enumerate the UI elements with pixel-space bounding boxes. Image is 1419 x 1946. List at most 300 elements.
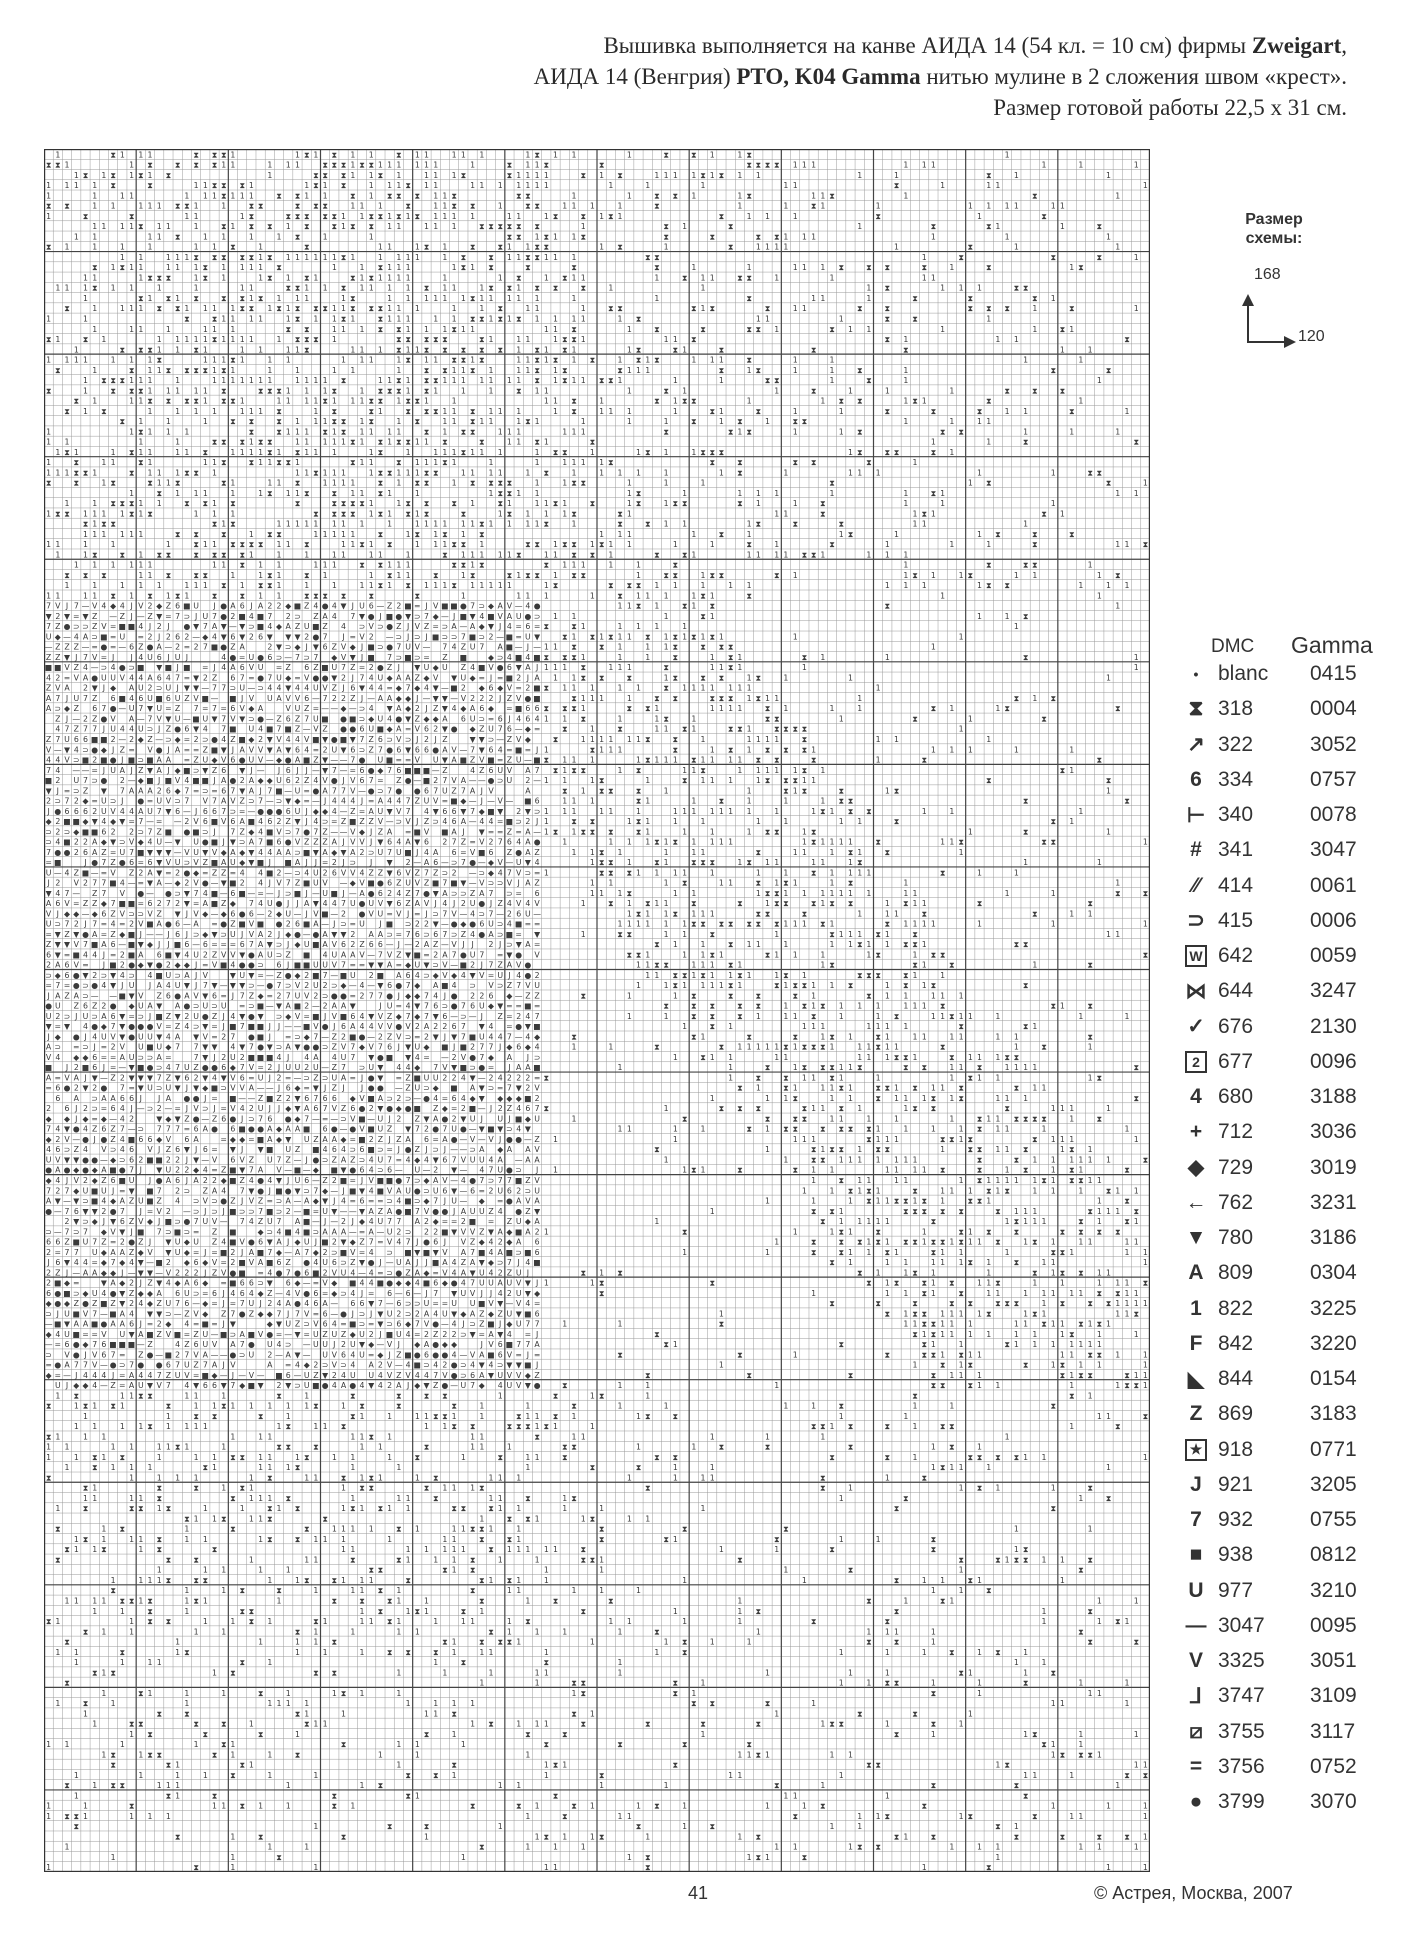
svg-text:V: V <box>286 704 292 713</box>
svg-text:1: 1 <box>599 468 604 477</box>
svg-text:7: 7 <box>406 684 411 693</box>
svg-text:1: 1 <box>507 550 512 559</box>
svg-text:◆: ◆ <box>175 786 181 795</box>
svg-text:J: J <box>240 694 243 703</box>
svg-text:▼: ▼ <box>156 858 162 867</box>
svg-text:=: = <box>239 1002 246 1011</box>
svg-text:7: 7 <box>175 674 180 683</box>
svg-text:1: 1 <box>848 889 853 898</box>
svg-text:●: ● <box>147 1063 154 1072</box>
svg-text:●: ● <box>469 920 476 929</box>
svg-text:A: A <box>258 950 264 959</box>
svg-text:1: 1 <box>903 161 908 170</box>
svg-text:J: J <box>369 838 372 847</box>
svg-text:●: ● <box>248 950 255 959</box>
svg-text:⧗: ⧗ <box>792 1032 798 1041</box>
svg-text:Z: Z <box>424 879 429 888</box>
svg-text:1: 1 <box>470 325 475 334</box>
svg-text:▼: ▼ <box>313 848 319 857</box>
svg-text:—: — <box>469 1012 477 1021</box>
svg-text:⧗: ⧗ <box>332 509 338 518</box>
svg-text:2: 2 <box>341 909 346 918</box>
svg-text:1: 1 <box>221 315 226 324</box>
svg-text:7: 7 <box>360 735 365 744</box>
svg-text:1: 1 <box>977 212 982 221</box>
svg-text:7: 7 <box>194 1053 199 1062</box>
svg-text:J: J <box>526 674 529 683</box>
svg-text:6: 6 <box>461 715 466 724</box>
svg-text:⧗: ⧗ <box>249 253 255 262</box>
svg-text:◆: ◆ <box>276 756 282 765</box>
svg-text:=: = <box>193 899 200 908</box>
svg-text:Z: Z <box>83 786 88 795</box>
svg-text:2: 2 <box>415 704 420 713</box>
legend-gamma-code: 0771 <box>1310 1438 1357 1462</box>
svg-text:⧗: ⧗ <box>129 366 135 375</box>
svg-text:—: — <box>192 632 200 641</box>
svg-text:1: 1 <box>701 571 706 580</box>
svg-text:1: 1 <box>120 509 125 518</box>
svg-text:A: A <box>295 858 301 867</box>
svg-text:1: 1 <box>507 315 512 324</box>
svg-text:1: 1 <box>710 807 715 816</box>
svg-text:1: 1 <box>608 838 613 847</box>
svg-text:4: 4 <box>341 622 346 631</box>
svg-text:⧗: ⧗ <box>709 632 715 641</box>
svg-text:1: 1 <box>793 263 798 272</box>
svg-text:⧗: ⧗ <box>461 427 467 436</box>
svg-text:▼: ▼ <box>470 612 476 621</box>
svg-text:1: 1 <box>240 212 245 221</box>
legend-dmc-code: 676 <box>1218 1015 1253 1039</box>
svg-text:■: ■ <box>506 817 513 826</box>
svg-text:=: = <box>184 756 191 765</box>
svg-text:⧗: ⧗ <box>580 233 586 242</box>
svg-text:1: 1 <box>442 274 447 283</box>
svg-text:7: 7 <box>323 632 328 641</box>
svg-text:1: 1 <box>627 817 632 826</box>
svg-text:1: 1 <box>903 581 908 590</box>
svg-text:1: 1 <box>959 1063 964 1072</box>
svg-text:⧗: ⧗ <box>285 458 291 467</box>
svg-text:V: V <box>74 940 80 949</box>
svg-text:2: 2 <box>470 694 475 703</box>
svg-text:Z: Z <box>442 653 447 662</box>
svg-text:1: 1 <box>369 581 374 590</box>
svg-text:1: 1 <box>461 550 466 559</box>
legend-dmc-code: 809 <box>1218 1261 1253 1285</box>
svg-text:1: 1 <box>995 181 1000 190</box>
svg-text:⧗: ⧗ <box>682 499 688 508</box>
svg-text:1: 1 <box>627 530 632 539</box>
svg-text:1: 1 <box>719 704 724 713</box>
svg-text:1: 1 <box>562 561 567 570</box>
legend-row <box>1185 1718 1395 1753</box>
svg-text:1: 1 <box>848 940 853 949</box>
svg-text:▼: ▼ <box>64 940 70 949</box>
svg-text:1: 1 <box>525 161 530 170</box>
svg-text:⧗: ⧗ <box>571 622 577 631</box>
svg-text:1: 1 <box>433 191 438 200</box>
svg-text:▼: ▼ <box>322 766 328 775</box>
svg-text:1: 1 <box>1078 356 1083 365</box>
legend-dmc-code: 677 <box>1218 1050 1253 1074</box>
svg-text:1: 1 <box>304 253 309 262</box>
svg-text:1: 1 <box>489 417 494 426</box>
svg-text:U: U <box>193 838 199 847</box>
svg-text:1: 1 <box>157 202 162 211</box>
svg-text:1: 1 <box>765 735 770 744</box>
svg-text:⧗: ⧗ <box>405 397 411 406</box>
svg-text:U: U <box>64 735 70 744</box>
svg-text:1: 1 <box>682 684 687 693</box>
svg-text:6: 6 <box>360 776 365 785</box>
svg-text:⧗: ⧗ <box>295 335 301 344</box>
svg-text:⧗: ⧗ <box>424 243 430 252</box>
svg-text:⧗: ⧗ <box>488 479 494 488</box>
svg-text:Z: Z <box>92 694 97 703</box>
svg-text:=: = <box>248 674 255 683</box>
svg-text:1: 1 <box>1069 817 1074 826</box>
svg-text:1: 1 <box>240 335 245 344</box>
svg-text:⧗: ⧗ <box>405 438 411 447</box>
legend-gamma-code: 3070 <box>1310 1790 1357 1814</box>
svg-text:1: 1 <box>691 838 696 847</box>
svg-text:6: 6 <box>74 807 79 816</box>
svg-text:⧗: ⧗ <box>682 971 688 980</box>
svg-text:=: = <box>497 674 504 683</box>
svg-text:1: 1 <box>442 448 447 457</box>
svg-text:V: V <box>101 622 107 631</box>
svg-text:A: A <box>240 745 246 754</box>
svg-text:=: = <box>101 868 108 877</box>
svg-text:⧗: ⧗ <box>74 458 80 467</box>
svg-text:1: 1 <box>470 468 475 477</box>
svg-text:⧗: ⧗ <box>221 294 227 303</box>
svg-text:6: 6 <box>258 632 263 641</box>
svg-text:⧗: ⧗ <box>691 304 697 313</box>
svg-text:▼: ▼ <box>119 1032 125 1041</box>
svg-text:7: 7 <box>138 704 143 713</box>
svg-text:=: = <box>128 817 135 826</box>
svg-text:1: 1 <box>203 233 208 242</box>
svg-text:V: V <box>479 756 485 765</box>
svg-text:=: = <box>506 1012 513 1021</box>
svg-text:⧗: ⧗ <box>203 274 209 283</box>
svg-text:⧗: ⧗ <box>885 284 891 293</box>
svg-text:⧗: ⧗ <box>802 1063 808 1072</box>
svg-text:⧗: ⧗ <box>783 879 789 888</box>
svg-text:Z: Z <box>74 643 79 652</box>
svg-text:2: 2 <box>267 909 272 918</box>
svg-text:⧗: ⧗ <box>267 222 273 231</box>
svg-text:Z: Z <box>507 848 512 857</box>
svg-text:7: 7 <box>360 674 365 683</box>
svg-text:=: = <box>220 991 227 1000</box>
svg-text:6: 6 <box>286 807 291 816</box>
svg-text:⧗: ⧗ <box>885 407 891 416</box>
svg-text:4: 4 <box>332 612 337 621</box>
svg-text:⧗: ⧗ <box>1143 950 1149 959</box>
svg-text:4: 4 <box>166 674 171 683</box>
svg-text:6: 6 <box>111 940 116 949</box>
svg-text:⧗: ⧗ <box>756 325 762 334</box>
svg-text:⧗: ⧗ <box>590 827 596 836</box>
svg-text:▼: ▼ <box>156 868 162 877</box>
svg-text:=: = <box>322 858 329 867</box>
svg-text:■: ■ <box>312 940 319 949</box>
svg-text:A: A <box>120 766 126 775</box>
svg-text:7: 7 <box>461 1022 466 1031</box>
svg-text:⧗: ⧗ <box>249 427 255 436</box>
svg-text:⧗: ⧗ <box>1115 704 1121 713</box>
svg-text:1: 1 <box>203 304 208 313</box>
svg-text:1: 1 <box>654 622 659 631</box>
svg-text:⧗: ⧗ <box>147 345 153 354</box>
svg-text:A: A <box>55 961 61 970</box>
svg-text:=: = <box>156 817 163 826</box>
svg-text:1: 1 <box>175 263 180 272</box>
svg-text:⊃: ⊃ <box>285 827 292 836</box>
svg-text:1: 1 <box>590 202 595 211</box>
svg-text:■: ■ <box>202 694 209 703</box>
svg-text:⧗: ⧗ <box>258 540 264 549</box>
svg-text:V: V <box>332 961 338 970</box>
svg-text:V: V <box>64 663 70 672</box>
svg-text:6: 6 <box>111 1012 116 1021</box>
svg-text:1: 1 <box>820 191 825 200</box>
svg-text:1: 1 <box>949 263 954 272</box>
svg-text:1: 1 <box>710 909 715 918</box>
svg-text:2: 2 <box>433 776 438 785</box>
svg-text:▼: ▼ <box>212 715 218 724</box>
svg-text:⧗: ⧗ <box>479 335 485 344</box>
svg-text:1: 1 <box>747 684 752 693</box>
svg-text:U: U <box>193 1012 199 1021</box>
svg-text:1: 1 <box>710 1053 715 1062</box>
svg-text:6: 6 <box>230 756 235 765</box>
svg-text:6: 6 <box>433 930 438 939</box>
svg-text:A: A <box>129 715 135 724</box>
svg-text:1: 1 <box>599 171 604 180</box>
svg-text:1: 1 <box>581 458 586 467</box>
svg-text:U: U <box>497 766 503 775</box>
svg-text:1: 1 <box>701 274 706 283</box>
svg-text:A: A <box>350 848 356 857</box>
svg-text:1: 1 <box>304 386 309 395</box>
svg-text:—: — <box>423 643 431 652</box>
svg-text:—: — <box>72 766 80 775</box>
legend-row <box>1185 660 1395 695</box>
svg-text:Z: Z <box>138 643 143 652</box>
svg-text:●: ● <box>488 776 495 785</box>
svg-text:1: 1 <box>92 181 97 190</box>
svg-text:1: 1 <box>470 499 475 508</box>
svg-text:6: 6 <box>175 602 180 611</box>
svg-text:4: 4 <box>378 684 383 693</box>
svg-text:1: 1 <box>811 233 816 242</box>
svg-text:J: J <box>222 1012 225 1021</box>
svg-text:1: 1 <box>839 1012 844 1021</box>
svg-text:1: 1 <box>765 858 770 867</box>
svg-text:⧗: ⧗ <box>829 961 835 970</box>
svg-text:⧗: ⧗ <box>921 509 927 518</box>
legend-dmc-code: 762 <box>1218 1191 1253 1215</box>
svg-text:1: 1 <box>360 386 365 395</box>
svg-text:2: 2 <box>83 684 88 693</box>
svg-text:1: 1 <box>240 191 245 200</box>
svg-text:Z: Z <box>341 817 346 826</box>
svg-text:1: 1 <box>719 879 724 888</box>
svg-text:▼: ▼ <box>322 756 328 765</box>
svg-text:1: 1 <box>645 971 650 980</box>
svg-text:⧗: ⧗ <box>802 745 808 754</box>
svg-text:U: U <box>239 684 245 693</box>
svg-text:=: = <box>423 950 430 959</box>
svg-text:4: 4 <box>507 920 512 929</box>
svg-text:⧗: ⧗ <box>1023 561 1029 570</box>
svg-text:■: ■ <box>377 971 384 980</box>
svg-text:=: = <box>193 786 200 795</box>
svg-text:1: 1 <box>221 335 226 344</box>
svg-text:7: 7 <box>442 909 447 918</box>
legend-row <box>1185 1471 1395 1506</box>
svg-text:1: 1 <box>396 263 401 272</box>
svg-text:1: 1 <box>747 827 752 836</box>
svg-text:⧗: ⧗ <box>249 540 255 549</box>
svg-text:1: 1 <box>691 797 696 806</box>
svg-text:▼: ▼ <box>83 612 89 621</box>
svg-text:2: 2 <box>74 920 79 929</box>
svg-text:⧗: ⧗ <box>258 438 264 447</box>
svg-text:■: ■ <box>515 920 522 929</box>
svg-text:1: 1 <box>544 397 549 406</box>
svg-text:1: 1 <box>664 756 669 765</box>
svg-text:⧗: ⧗ <box>627 889 633 898</box>
svg-text:1: 1 <box>922 253 927 262</box>
svg-text:Z: Z <box>129 868 134 877</box>
svg-text:U: U <box>359 602 365 611</box>
svg-text:1: 1 <box>793 766 798 775</box>
svg-text:J: J <box>157 940 160 949</box>
svg-text:▼: ▼ <box>525 807 531 816</box>
svg-text:⧗: ⧗ <box>654 202 660 211</box>
svg-text:⊃: ⊃ <box>497 930 504 939</box>
svg-text:◆: ◆ <box>479 684 485 693</box>
svg-text:1: 1 <box>535 315 540 324</box>
svg-text:1: 1 <box>701 961 706 970</box>
svg-text:2: 2 <box>194 643 199 652</box>
svg-text:⧗: ⧗ <box>774 715 780 724</box>
svg-text:A: A <box>166 756 172 765</box>
svg-text:■: ■ <box>211 745 218 754</box>
svg-text:1: 1 <box>774 1053 779 1062</box>
svg-text:U: U <box>516 858 522 867</box>
svg-text:⧗: ⧗ <box>55 366 61 375</box>
svg-text:Z: Z <box>295 725 300 734</box>
svg-text:A: A <box>101 1012 107 1021</box>
svg-text:1: 1 <box>913 1032 918 1041</box>
svg-text:=: = <box>101 1043 108 1052</box>
svg-text:1: 1 <box>378 274 383 283</box>
svg-text:1: 1 <box>719 838 724 847</box>
legend-row <box>1185 1330 1395 1365</box>
svg-text:▼: ▼ <box>202 848 208 857</box>
svg-text:⧗: ⧗ <box>580 212 586 221</box>
svg-text:=: = <box>497 827 504 836</box>
svg-text:1: 1 <box>608 663 613 672</box>
svg-text:⧗: ⧗ <box>304 222 310 231</box>
legend-gamma-code: 3036 <box>1310 1120 1357 1144</box>
svg-text:⧗: ⧗ <box>912 315 918 324</box>
svg-text:1: 1 <box>572 315 577 324</box>
svg-text:⧗: ⧗ <box>562 376 568 385</box>
svg-text:1: 1 <box>599 212 604 221</box>
svg-text:⧗: ⧗ <box>544 653 550 662</box>
svg-text:●: ● <box>478 899 485 908</box>
svg-text:U: U <box>166 684 172 693</box>
svg-text:7: 7 <box>424 612 429 621</box>
svg-text:A: A <box>230 848 236 857</box>
svg-text:1: 1 <box>1014 335 1019 344</box>
svg-text:⧗: ⧗ <box>378 315 384 324</box>
svg-text:⧗: ⧗ <box>811 868 817 877</box>
svg-text:1: 1 <box>627 417 632 426</box>
svg-text:1: 1 <box>387 520 392 529</box>
svg-text:1: 1 <box>489 376 494 385</box>
svg-text:7: 7 <box>452 838 457 847</box>
svg-text:1: 1 <box>230 479 235 488</box>
svg-text:⧗: ⧗ <box>682 602 688 611</box>
svg-text:1: 1 <box>516 294 521 303</box>
svg-text:⧗: ⧗ <box>986 581 992 590</box>
svg-text:◆: ◆ <box>433 612 439 621</box>
svg-text:⊃: ⊃ <box>73 786 80 795</box>
svg-text:6: 6 <box>433 1002 438 1011</box>
svg-text:1: 1 <box>341 304 346 313</box>
svg-text:⊃: ⊃ <box>322 1043 329 1052</box>
svg-text:A: A <box>525 940 531 949</box>
svg-text:⧗: ⧗ <box>580 715 586 724</box>
svg-text:1: 1 <box>46 468 51 477</box>
svg-text:⧗: ⧗ <box>765 776 771 785</box>
svg-text:1: 1 <box>627 920 632 929</box>
svg-text:⧗: ⧗ <box>184 468 190 477</box>
svg-text:1: 1 <box>258 345 263 354</box>
svg-text:1: 1 <box>765 1043 770 1052</box>
svg-text:1: 1 <box>802 848 807 857</box>
svg-text:1: 1 <box>691 171 696 180</box>
svg-text:1: 1 <box>221 161 226 170</box>
svg-text:1: 1 <box>783 509 788 518</box>
svg-text:⧗: ⧗ <box>387 468 393 477</box>
svg-text:4: 4 <box>148 838 153 847</box>
svg-text:⊃: ⊃ <box>405 735 412 744</box>
svg-text:◆: ◆ <box>92 909 98 918</box>
svg-text:1: 1 <box>230 489 235 498</box>
svg-text:⧗: ⧗ <box>396 150 402 159</box>
svg-text:1: 1 <box>498 509 503 518</box>
svg-text:1: 1 <box>581 930 586 939</box>
svg-text:1: 1 <box>866 294 871 303</box>
svg-text:Z: Z <box>461 663 466 672</box>
svg-text:⊃: ⊃ <box>294 868 301 877</box>
svg-text:6: 6 <box>184 725 189 734</box>
svg-text:1: 1 <box>719 376 724 385</box>
svg-text:1: 1 <box>535 386 540 395</box>
svg-text:⊃: ⊃ <box>147 725 154 734</box>
svg-text:⧗: ⧗ <box>497 479 503 488</box>
